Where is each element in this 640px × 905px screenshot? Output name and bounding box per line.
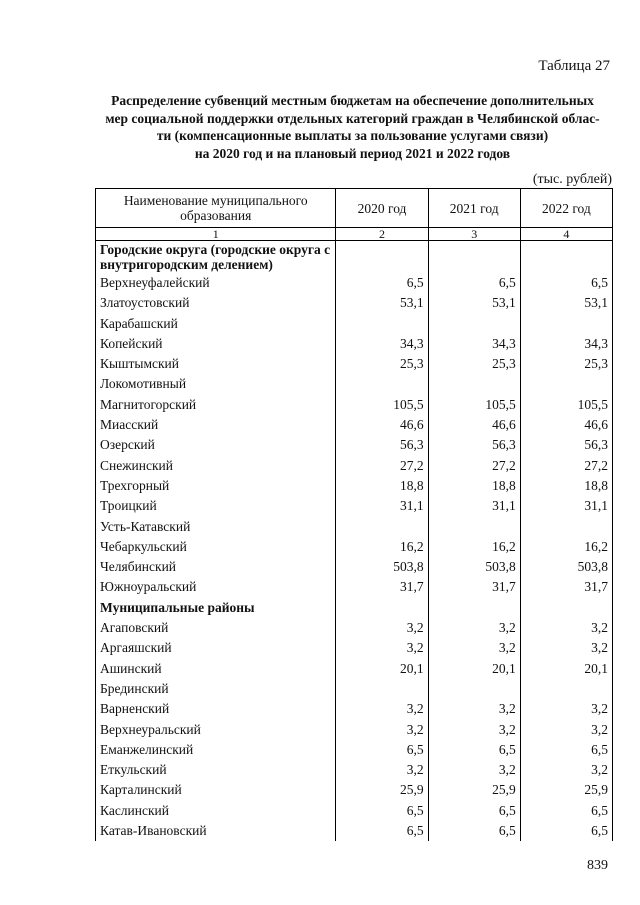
municipality-name: Южноуральский: [96, 577, 336, 597]
value-2022: 6,5: [520, 740, 612, 760]
municipality-name: Миасский: [96, 415, 336, 435]
units-note: (тыс. рублей): [532, 172, 612, 187]
value-2020: 25,9: [336, 780, 428, 800]
municipality-name: Карталинский: [96, 780, 336, 800]
value-2020: 3,2: [336, 638, 428, 658]
value-2022: 25,9: [520, 780, 612, 800]
municipality-name: Озерский: [96, 435, 336, 455]
municipality-name: Копейский: [96, 334, 336, 354]
table-row: [96, 354, 613, 374]
table-row: [96, 557, 613, 577]
table-row: [96, 618, 613, 638]
section-header-row: [96, 598, 613, 618]
municipality-name: Усть-Катавский: [96, 517, 336, 537]
table-row: [96, 273, 613, 293]
value-2020: 34,3: [336, 334, 428, 354]
municipality-name: Каслинский: [96, 801, 336, 821]
value-2021: [428, 374, 520, 394]
table-label: Таблица 27: [538, 58, 610, 74]
table-row: [96, 517, 613, 537]
table-row: [96, 740, 613, 760]
value-2021: 34,3: [428, 334, 520, 354]
header-number: 4: [520, 228, 612, 241]
value-2021: [428, 314, 520, 334]
empty-cell: [336, 241, 428, 274]
value-2021: 3,2: [428, 720, 520, 740]
municipality-name: Еткульский: [96, 760, 336, 780]
municipality-name: Локомотивный: [96, 374, 336, 394]
value-2021: 18,8: [428, 476, 520, 496]
value-2021: 3,2: [428, 638, 520, 658]
value-2022: 6,5: [520, 273, 612, 293]
value-2021: 16,2: [428, 537, 520, 557]
table-row: [96, 435, 613, 455]
value-2022: 3,2: [520, 720, 612, 740]
table-body: [96, 241, 613, 842]
table-row: [96, 638, 613, 658]
value-2020: 56,3: [336, 435, 428, 455]
table-row: [96, 679, 613, 699]
value-2020: 18,8: [336, 476, 428, 496]
value-2020: 3,2: [336, 618, 428, 638]
section-title: Муниципальные районы: [96, 598, 336, 618]
value-2020: [336, 314, 428, 334]
municipality-name: Златоустовский: [96, 293, 336, 313]
value-2022: [520, 374, 612, 394]
value-2022: 18,8: [520, 476, 612, 496]
value-2021: 56,3: [428, 435, 520, 455]
municipality-name: Агаповский: [96, 618, 336, 638]
value-2022: 46,6: [520, 415, 612, 435]
page-number: 839: [587, 858, 608, 873]
value-2022: 503,8: [520, 557, 612, 577]
value-2020: [336, 374, 428, 394]
municipality-name: Кыштымский: [96, 354, 336, 374]
title-line: ти (компенсационные выплаты за пользование услугами связи): [156, 128, 549, 143]
municipality-name: Брединский: [96, 679, 336, 699]
municipality-name: Карабашский: [96, 314, 336, 334]
title-line: мер социальной поддержки отдельных категорий граждан в Челябинской облас-: [105, 110, 600, 126]
value-2022: [520, 517, 612, 537]
value-2022: 3,2: [520, 760, 612, 780]
value-2022: 6,5: [520, 801, 612, 821]
title-line: на 2020 год и на плановый период 2021 и 2022 годов: [194, 145, 511, 161]
municipality-name: Аргаяшский: [96, 638, 336, 658]
value-2021: 6,5: [428, 740, 520, 760]
value-2021: 53,1: [428, 293, 520, 313]
header-number: 3: [428, 228, 520, 241]
value-2021: [428, 517, 520, 537]
table-row: [96, 760, 613, 780]
municipality-name: Верхнеуральский: [96, 720, 336, 740]
table-row: [96, 293, 613, 313]
table-row: [96, 577, 613, 597]
value-2021: 6,5: [428, 801, 520, 821]
document-title: [95, 92, 610, 162]
value-2022: 6,5: [520, 821, 612, 841]
table-row: [96, 395, 613, 415]
value-2022: 105,5: [520, 395, 612, 415]
value-2020: 46,6: [336, 415, 428, 435]
value-2020: 31,1: [336, 496, 428, 516]
value-2022: 31,7: [520, 577, 612, 597]
municipality-name: Чебаркульский: [96, 537, 336, 557]
header-2022: 2022 год: [520, 189, 612, 228]
header-2020: 2020 год: [336, 189, 428, 228]
value-2020: 3,2: [336, 699, 428, 719]
value-2021: 20,1: [428, 659, 520, 679]
value-2020: 6,5: [336, 821, 428, 841]
municipality-name: Верхнеуфалейский: [96, 273, 336, 293]
table-row: [96, 415, 613, 435]
value-2020: 31,7: [336, 577, 428, 597]
value-2020: 503,8: [336, 557, 428, 577]
value-2021: 3,2: [428, 618, 520, 638]
value-2022: 16,2: [520, 537, 612, 557]
value-2020: 6,5: [336, 740, 428, 760]
value-2022: 3,2: [520, 638, 612, 658]
table-row: [96, 720, 613, 740]
value-2022: 53,1: [520, 293, 612, 313]
municipality-name: Троицкий: [96, 496, 336, 516]
table-row: [96, 699, 613, 719]
value-2020: 53,1: [336, 293, 428, 313]
value-2022: 25,3: [520, 354, 612, 374]
table-row: [96, 659, 613, 679]
municipality-name: Трехгорный: [96, 476, 336, 496]
municipality-name: Челябинский: [96, 557, 336, 577]
municipality-name: Ашинский: [96, 659, 336, 679]
value-2021: 27,2: [428, 456, 520, 476]
value-2021: 31,1: [428, 496, 520, 516]
value-2022: 20,1: [520, 659, 612, 679]
value-2022: 3,2: [520, 618, 612, 638]
value-2022: 3,2: [520, 699, 612, 719]
value-2020: [336, 517, 428, 537]
value-2020: 25,3: [336, 354, 428, 374]
value-2020: 6,5: [336, 801, 428, 821]
title-line: Распределение субвенций местным бюджетам на обеспечение дополнительных: [111, 93, 594, 108]
value-2020: 6,5: [336, 273, 428, 293]
value-2021: 31,7: [428, 577, 520, 597]
value-2022: 34,3: [520, 334, 612, 354]
value-2020: [336, 679, 428, 699]
header-number: 2: [336, 228, 428, 241]
value-2022: [520, 314, 612, 334]
table-row: [96, 801, 613, 821]
municipality-name: Варненский: [96, 699, 336, 719]
value-2021: 503,8: [428, 557, 520, 577]
empty-cell: [336, 598, 428, 618]
table-row: [96, 374, 613, 394]
value-2022: 31,1: [520, 496, 612, 516]
value-2021: 3,2: [428, 760, 520, 780]
value-2022: 27,2: [520, 456, 612, 476]
value-2021: 6,5: [428, 273, 520, 293]
empty-cell: [428, 598, 520, 618]
header-2021: 2021 год: [428, 189, 520, 228]
value-2021: [428, 679, 520, 699]
value-2021: 25,9: [428, 780, 520, 800]
header-number: 1: [96, 228, 336, 241]
municipality-name: Еманжелинский: [96, 740, 336, 760]
value-2021: 105,5: [428, 395, 520, 415]
value-2020: 3,2: [336, 760, 428, 780]
table-row: [96, 476, 613, 496]
empty-cell: [520, 241, 612, 274]
empty-cell: [428, 241, 520, 274]
section-header-row: [96, 241, 613, 274]
budget-table: [95, 188, 613, 841]
empty-cell: [520, 598, 612, 618]
value-2021: 46,6: [428, 415, 520, 435]
value-2021: 6,5: [428, 821, 520, 841]
value-2020: 16,2: [336, 537, 428, 557]
value-2021: 3,2: [428, 699, 520, 719]
table-row: [96, 314, 613, 334]
municipality-name: Снежинский: [96, 456, 336, 476]
value-2022: 56,3: [520, 435, 612, 455]
value-2020: 3,2: [336, 720, 428, 740]
table-row: [96, 456, 613, 476]
value-2021: 25,3: [428, 354, 520, 374]
table-row: [96, 821, 613, 841]
municipality-name: Магнитогорский: [96, 395, 336, 415]
header-municipality: Наименование муниципального образования: [96, 189, 336, 228]
municipality-name: Катав-Ивановский: [96, 821, 336, 841]
table-row: [96, 496, 613, 516]
value-2020: 105,5: [336, 395, 428, 415]
table-row: [96, 537, 613, 557]
table-row: [96, 334, 613, 354]
value-2020: 27,2: [336, 456, 428, 476]
section-title: Городские округа (городские округа с внутригородским делением): [96, 241, 336, 274]
table-row: [96, 780, 613, 800]
value-2022: [520, 679, 612, 699]
value-2020: 20,1: [336, 659, 428, 679]
